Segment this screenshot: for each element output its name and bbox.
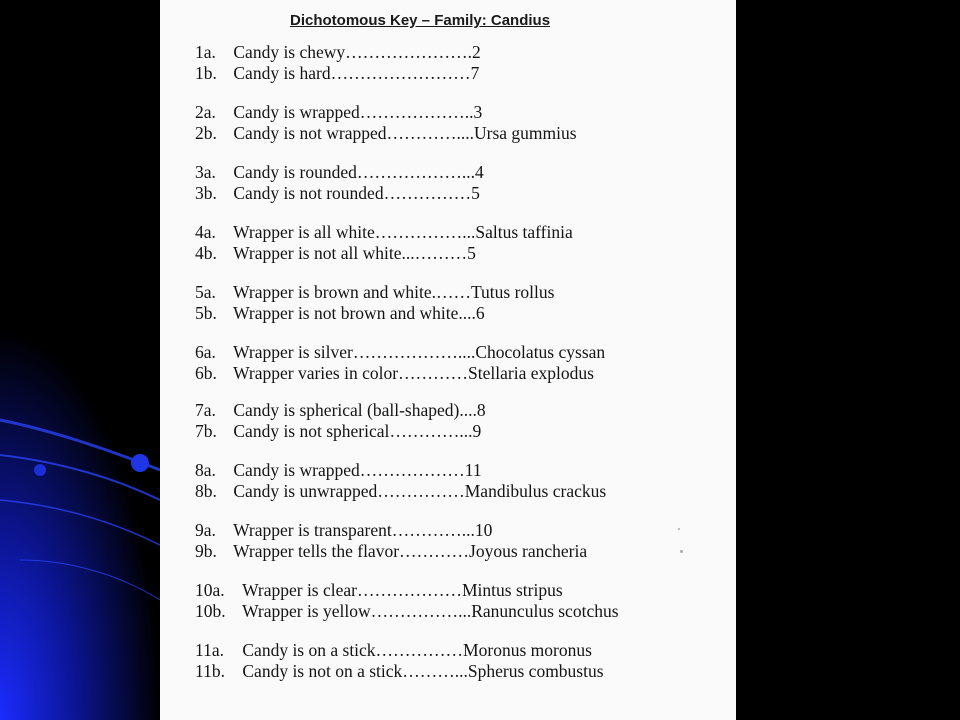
line-id: 4a.	[195, 222, 216, 242]
line-id: 8a.	[195, 460, 216, 480]
key-line-9a	[195, 520, 587, 541]
couplet-5	[195, 282, 554, 324]
scanned-page	[160, 0, 736, 720]
line-id: 5a.	[195, 282, 216, 302]
line-id: 6a.	[195, 342, 216, 362]
line-text: Wrapper varies in color…………Stellaria explodus	[233, 363, 594, 383]
line-text: Candy is not spherical…………...9	[233, 421, 482, 441]
document-title: Dichotomous Key – Family: Candius	[290, 12, 551, 29]
line-id: 6b.	[195, 363, 217, 383]
line-text: Wrapper is not all white...………5	[233, 243, 476, 263]
line-text: Wrapper tells the flavor…………Joyous rancheria	[233, 541, 588, 561]
key-line-1a	[195, 42, 481, 63]
scan-speck	[678, 528, 680, 530]
couplet-2	[195, 102, 577, 144]
line-text: Candy is not on a stick………...Spherus combustus	[242, 661, 604, 681]
key-line-3a	[195, 162, 484, 183]
key-line-4a	[195, 222, 573, 243]
line-text: Candy is unwrapped……………Mandibulus crackus	[233, 481, 607, 501]
line-id: 3b.	[195, 183, 217, 203]
line-id: 8b.	[195, 481, 217, 501]
line-text: Candy is not rounded……………5	[233, 183, 480, 203]
line-text: Candy is rounded………………...4	[233, 162, 484, 182]
line-text: Candy is not wrapped…………....Ursa gummius	[233, 123, 577, 143]
line-text: Wrapper is all white……………...Saltus taffinia	[233, 222, 573, 242]
line-id: 2a.	[195, 102, 216, 122]
scan-speck	[680, 550, 683, 553]
couplet-9	[195, 520, 587, 562]
line-text: Wrapper is silver………………....Chocolatus cyssan	[233, 342, 606, 362]
line-text: Candy is chewy………………….2	[233, 42, 481, 62]
couplet-6	[195, 342, 605, 384]
couplet-8	[195, 460, 606, 502]
couplet-1	[195, 42, 481, 84]
key-line-7b	[195, 421, 486, 442]
key-line-7a	[195, 400, 486, 421]
key-line-2a	[195, 102, 577, 123]
line-text: Candy is hard……………………7	[233, 63, 480, 83]
key-line-11a	[195, 640, 604, 661]
line-id: 10a.	[195, 580, 225, 600]
couplet-11	[195, 640, 604, 682]
key-line-5b	[195, 303, 554, 324]
key-line-4b	[195, 243, 573, 264]
line-id: 10b.	[195, 601, 226, 621]
key-line-6a	[195, 342, 605, 363]
line-id: 9b.	[195, 541, 217, 561]
key-line-2b	[195, 123, 577, 144]
line-id: 7a.	[195, 400, 216, 420]
key-line-10a	[195, 580, 619, 601]
line-id: 11a.	[195, 640, 224, 660]
key-line-11b	[195, 661, 604, 682]
line-id: 5b.	[195, 303, 217, 323]
line-id: 9a.	[195, 520, 216, 540]
line-text: Wrapper is yellow……………...Ranunculus scotchus	[242, 601, 619, 621]
key-line-8b	[195, 481, 606, 502]
couplet-7	[195, 400, 486, 442]
key-line-10b	[195, 601, 619, 622]
key-line-9b	[195, 541, 587, 562]
line-id: 7b.	[195, 421, 217, 441]
key-line-8a	[195, 460, 606, 481]
line-text: Wrapper is clear………………Mintus stripus	[242, 580, 563, 600]
line-id: 2b.	[195, 123, 217, 143]
line-id: 1a.	[195, 42, 216, 62]
line-id: 11b.	[195, 661, 225, 681]
line-text: Candy is wrapped………………..3	[233, 102, 483, 122]
couplet-10	[195, 580, 619, 622]
line-text: Candy is spherical (ball-shaped)....8	[233, 400, 486, 420]
line-text: Wrapper is transparent…………...10	[233, 520, 493, 540]
line-text: Wrapper is not brown and white....6	[233, 303, 485, 323]
line-id: 4b.	[195, 243, 217, 263]
couplet-4	[195, 222, 573, 264]
line-text: Candy is on a stick……………Moronus moronus	[242, 640, 592, 660]
key-line-3b	[195, 183, 484, 204]
couplet-3	[195, 162, 484, 204]
key-line-1b	[195, 63, 481, 84]
line-id: 3a.	[195, 162, 216, 182]
line-text: Candy is wrapped………………11	[233, 460, 482, 480]
line-id: 1b.	[195, 63, 217, 83]
line-text: Wrapper is brown and white.……Tutus rollus	[233, 282, 555, 302]
key-line-5a	[195, 282, 554, 303]
key-line-6b	[195, 363, 605, 384]
